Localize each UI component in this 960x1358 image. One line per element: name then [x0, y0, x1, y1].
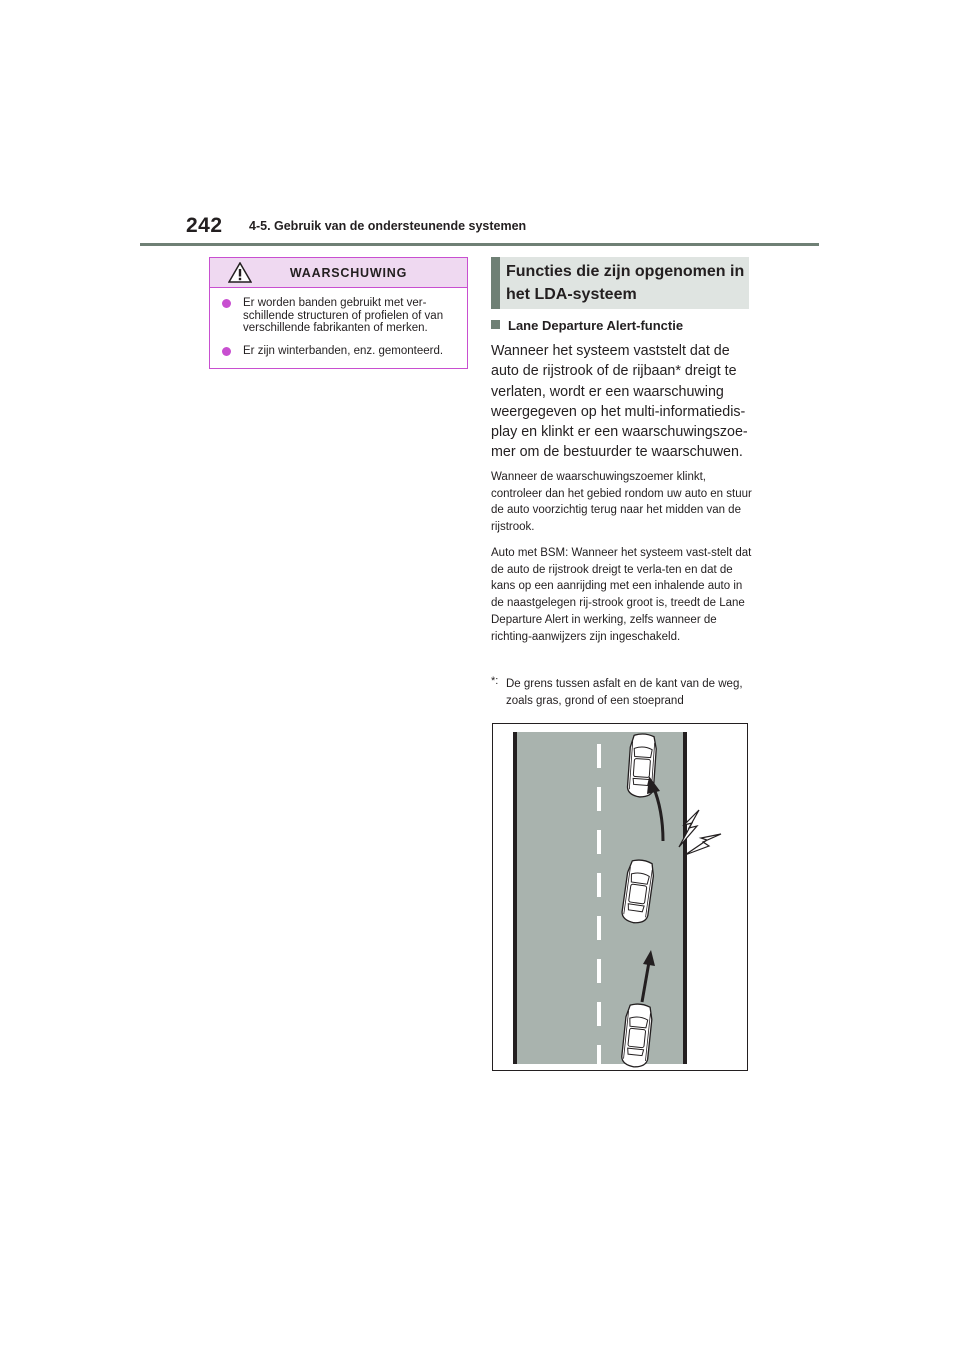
square-bullet-icon — [491, 320, 500, 329]
warning-item-text: Er worden banden gebruikt met ver-schillende structuren of profielen of van verschillende fabrikanten of merken. — [243, 297, 444, 334]
warning-header — [210, 258, 467, 288]
warning-triangle-icon — [228, 262, 252, 283]
header-rule — [140, 243, 819, 246]
feature-section-header: Functies die zijn opgenomen in het LDA-systeem — [491, 257, 749, 309]
paragraph-buzzer: Wanneer de waarschuwingszoemer klinkt, controleer dan het gebied rondom uw auto en stuur de auto voorzichtig terug naar het midden van de rijstrook. — [491, 471, 752, 534]
subheading-text: Lane Departure Alert-functie — [508, 318, 684, 333]
warning-item-text: Er zijn winterbanden, enz. gemonteerd. — [243, 344, 444, 357]
warning-item — [210, 345, 467, 358]
road-diagram — [493, 724, 747, 1070]
alert-zigzag-icon — [685, 834, 721, 855]
lane-departure-illustration — [492, 723, 748, 1071]
warning-item — [210, 297, 467, 335]
paragraph-bsm: Auto met BSM: Wanneer het systeem vast-stelt dat de auto de rijstrook dreigt te verla-ten en dat de kans op een aanrijding met een inhalende auto in de naastgelegen rij-strook groot is, treedt de Lane Departure Alert in werking, zelfs wanneer de richting-aanwijzers zijn ingeschakeld. — [491, 547, 752, 643]
warning-box — [209, 257, 468, 369]
bullet-icon — [222, 299, 231, 308]
section-title: 4-5. Gebruik van de ondersteunende systemen — [249, 219, 527, 233]
footnote — [491, 676, 753, 710]
page-number: 242 — [186, 214, 223, 237]
subheading — [491, 318, 683, 333]
footnote-mark: *: — [491, 675, 499, 687]
warning-title: WAARSCHUWING — [289, 265, 408, 280]
main-paragraph: Wanneer het systeem vaststelt dat de auto de rijstrook of de rijbaan* dreigt te verlaten, wordt er een waarschuwing weergegeven op het multi-informatiedis-play en klinkt er een waarschuwingszoe-mer om de bestuurder te waarschuwen. — [491, 343, 748, 461]
bullet-icon — [222, 347, 231, 356]
footnote-text: De grens tussen asfalt en de kant van de weg, zoals gras, grond of een stoeprand — [506, 678, 743, 707]
